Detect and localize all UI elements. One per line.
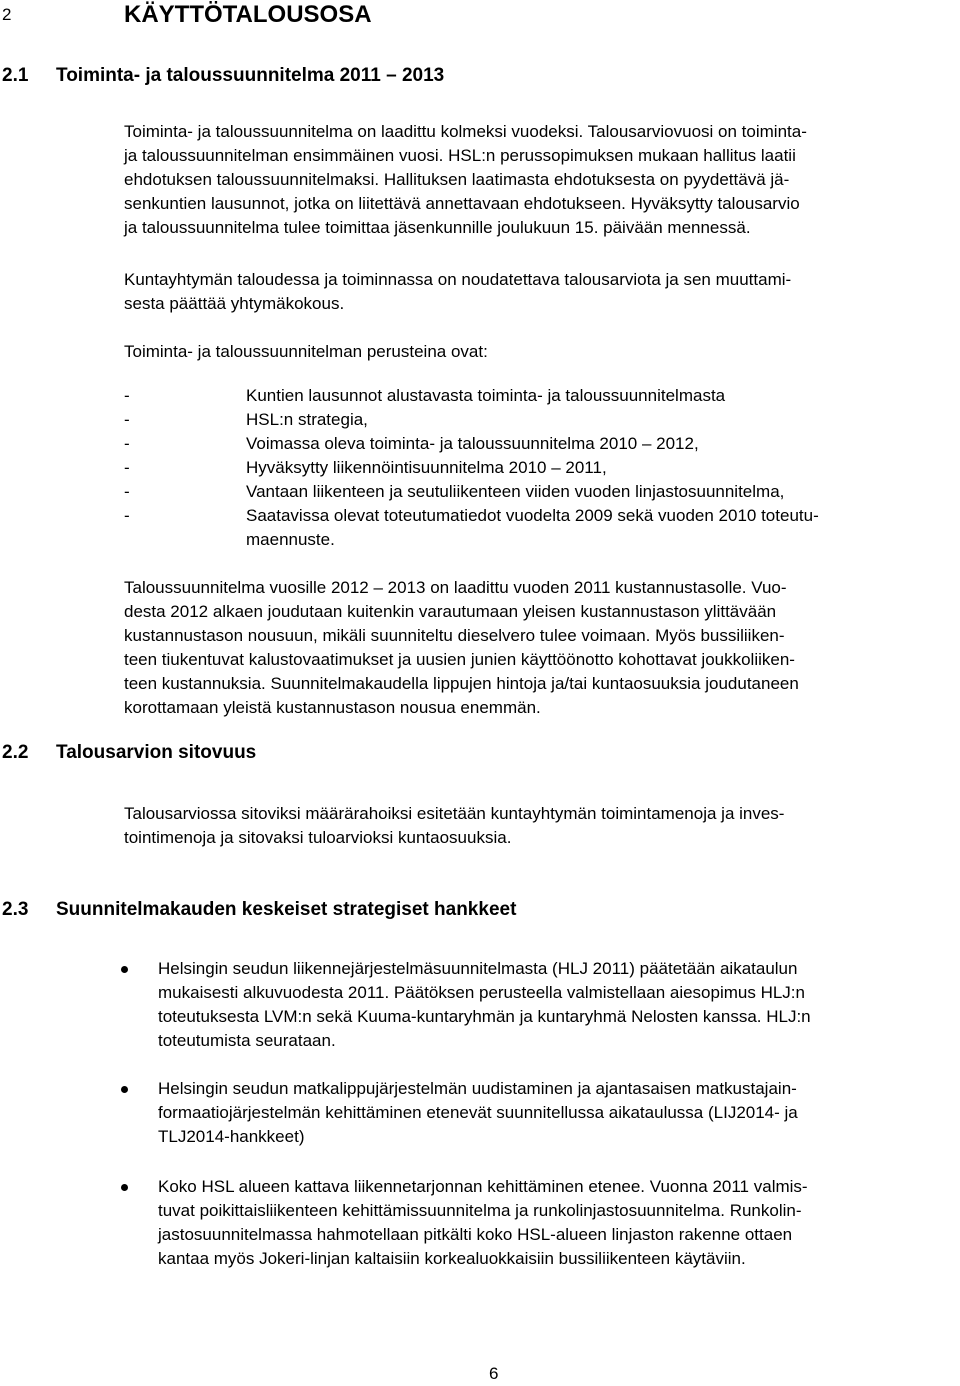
list-item [0,456,960,480]
text-line: kustannustason nousuun, mikäli suunniteltu dieselvero tulee voimaan. Myös bussiliiken- [124,626,785,645]
text-line: ja taloussuunnitelman ensimmäinen vuosi. HSL:n perussopimuksen mukaan hallitus laatii [124,146,796,165]
bullet-icon [121,966,128,973]
list-marker: - [124,386,130,405]
section-title: Talousarvion sitovuus [56,742,257,763]
text-line: tuvat poikittaisliikenteen kehittämissuunnitelma ja runkolinjastosuunnitelma. Runkolin- [158,1201,802,1220]
chapter-title: KÄYTTÖTALOUSOSA [124,1,372,28]
text-line: Kuntien lausunnot alustavasta toiminta- ja taloussuunnitelmasta [246,386,726,405]
section-2-3-heading [2,898,516,922]
text-line: teen kustannuksia. Suunnitelmakaudella lippujen hintoja ja/tai kuntaosuuksia joudutaneen [124,674,799,693]
section-2-1-paragraph-2 [124,268,954,316]
list-item [0,432,960,456]
text-line: teen tiukentuvat kalustovaatimukset ja uusien junien käyttöönotto kohottavat joukkoliiken- [124,650,795,669]
text-line: Talousarviossa sitoviksi määrärahoiksi esitetään kuntayhtymän toimintamenoja ja inves- [124,804,785,823]
text-line: Helsingin seudun matkalippujärjestelmän uudistaminen ja ajantasaisen matkustajain- [158,1079,797,1098]
section-title: Toiminta- ja taloussuunnitelma 2011 – 2013 [56,65,445,86]
section-2-2-heading [2,741,256,765]
basis-dash-list [0,384,960,552]
text-line: HSL:n strategia, [246,410,368,429]
list-item [0,480,960,504]
text-line: sesta päättää yhtymäkokous. [124,294,345,313]
text-line: ehdotuksen taloussuunnitelmaksi. Hallituksen laatimasta ehdotuksesta on pyydettävä jä- [124,170,790,189]
text-line: Koko HSL alueen kattava liikennetarjonnan kehittäminen etenee. Vuonna 2011 valmis- [158,1177,808,1196]
text-line: Vantaan liikenteen ja seutuliikenteen viiden vuoden linjastosuunnitelma, [246,482,785,501]
text-line: TLJ2014-hankkeet) [158,1127,305,1146]
section-2-1-paragraph-3 [124,340,954,364]
list-marker: - [124,506,130,525]
text-line: tointimenoja ja sitovaksi tuloarvioksi kuntaosuuksia. [124,828,512,847]
text-line: kantaa myös Jokeri-linjan kaltaisiin korkealuokkaisiin bussiliikenteen käytäviin. [158,1249,746,1268]
section-number: 2.3 [2,899,29,920]
list-marker: - [124,410,130,429]
list-item [0,504,960,552]
chapter-number: 2 [2,5,12,24]
text-line: maennuste. [246,530,335,549]
text-line: Helsingin seudun liikennejärjestelmäsuunnitelmasta (HLJ 2011) päätetään aikataulun [158,959,798,978]
text-line: formaatiojärjestelmän kehittäminen etenevät suunnitellussa aikataulussa (LIJ2014- ja [158,1103,798,1122]
text-line: Kuntayhtymän taloudessa ja toiminnassa on noudatettava talousarviota ja sen muuttami- [124,270,792,289]
bullet-icon [121,1184,128,1191]
list-item [0,384,960,408]
section-2-1-heading [2,64,444,88]
list-item [0,408,960,432]
section-2-1-paragraph-4 [124,576,954,720]
text-line: toteutumista seurataan. [158,1031,336,1050]
list-item [0,1077,960,1149]
text-line: ja taloussuunnitelma tulee toimittaa jäsenkunnille joulukuun 15. päivään mennessä. [124,218,751,237]
section-2-2-paragraph-1 [124,802,954,850]
list-item [0,957,960,1053]
list-marker: - [124,434,130,453]
list-marker: - [124,482,130,501]
text-line: mukaisesti alkuvuodesta 2011. Päätöksen perusteella valmistellaan aiesopimus HLJ:n [158,983,805,1002]
section-title: Suunnitelmakauden keskeiset strategiset hankkeet [56,899,517,920]
text-line: toteutuksesta LVM:n sekä Kuuma-kuntaryhmän ja kuntaryhmä Nelosten kanssa. HLJ:n [158,1007,811,1026]
section-number: 2.2 [2,742,29,763]
section-number: 2.1 [2,65,29,86]
page-number: 6 [489,1364,499,1383]
text-line: Taloussuunnitelma vuosille 2012 – 2013 on laadittu vuoden 2011 kustannustasolle. Vuo- [124,578,787,597]
text-line: jastosuunnitelmassa hahmotellaan pitkälti koko HSL-alueen linjaston rakenne ottaen [158,1225,793,1244]
list-marker: - [124,458,130,477]
list-item [0,1175,960,1271]
text-line: korottamaan yleistä kustannustason nousua enemmän. [124,698,541,717]
text-line: Saatavissa olevat toteutumatiedot vuodelta 2009 sekä vuoden 2010 toteutu- [246,506,819,525]
text-line: senkuntien lausunnot, jotka on liitettävä annettavaan ehdotukseen. Hyväksytty talousarvio [124,194,800,213]
text-line: Toiminta- ja taloussuunnitelma on laadittu kolmeksi vuodeksi. Talousarviovuosi on toiminta- [124,122,807,141]
text-line: Hyväksytty liikennöintisuunnitelma 2010 – 2011, [246,458,607,477]
text-line: Voimassa oleva toiminta- ja taloussuunnitelma 2010 – 2012, [246,434,699,453]
text-line: Toiminta- ja taloussuunnitelman perusteina ovat: [124,342,488,361]
text-line: desta 2012 alkaen joudutaan kuitenkin varautumaan yleisen kustannustason ylittävään [124,602,777,621]
section-2-1-paragraph-1 [124,120,954,240]
bullet-icon [121,1086,128,1093]
